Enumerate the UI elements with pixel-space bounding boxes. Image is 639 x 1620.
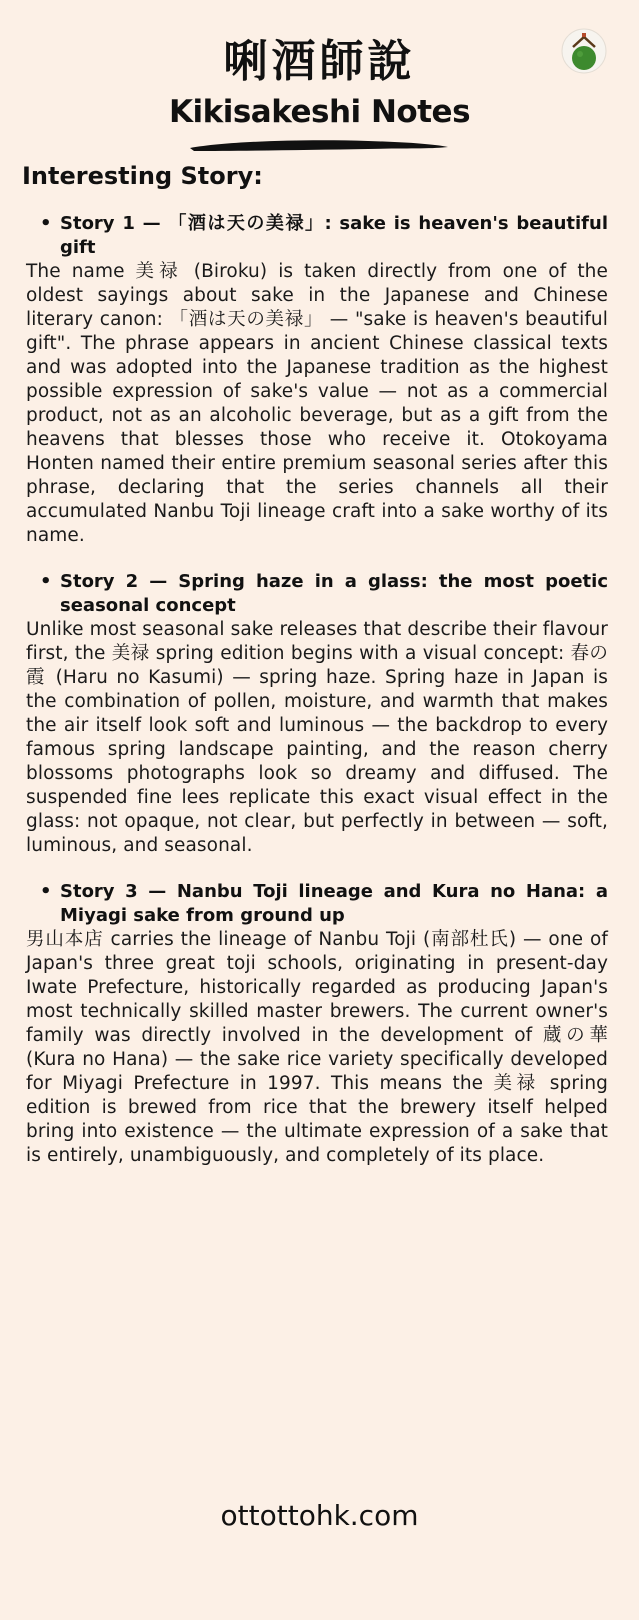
brush-stroke-underline	[188, 136, 450, 156]
story-item	[26, 212, 608, 548]
story-title	[26, 880, 608, 928]
bullet-icon: •	[40, 881, 52, 902]
bullet-icon: •	[40, 213, 52, 234]
brand-logo	[561, 26, 607, 76]
story-body: Unlike most seasonal sake releases that describe their flavour first, the 美禄 spring edition begins with a visual concept: 春の霞 (Haru no Kasumi) — spring haze. Spring haze in Japan is the combination of pollen, moisture, and warmth that makes the air itself look soft and luminous — the backdrop to every famous spring landscape painting, and the reason cherry blossoms photographs look so dreamy and diffused. The suspended fine lees replicate this exact visual effect in the glass: not opaque, not clear, but perfectly in between — soft, luminous, and seasonal.	[26, 619, 608, 856]
bullet-icon: •	[40, 571, 52, 592]
page-title-english: Kikisakeshi Notes	[168, 94, 471, 130]
story-title-text: Story 1 — 「酒は天の美禄」: sake is heaven's beautiful gift	[60, 213, 608, 258]
story-body: The name 美禄 (Biroku) is taken directly from one of the oldest sayings about sake in the Japanese and Chinese literary canon: 「酒は天の美禄」 — "sake is heaven's beautiful gift". The phrase appears in ancient Chinese classical texts and was adopted into the Japanese tradition as the highest possible expression of sake's value — not as a commercial product, not as an alcoholic beverage, but as a gift from the heavens that blesses those who receive it. Otokoyama Honten named their entire premium seasonal series after this phrase, declaring that the series channels all their accumulated Nanbu Toji lineage craft into a sake worthy of its name.	[26, 261, 608, 546]
footer-website: ottottohk.com	[220, 1499, 419, 1532]
story-title-text: Story 2 — Spring haze in a glass: the most poetic seasonal concept	[60, 571, 608, 616]
story-list	[26, 212, 608, 1190]
section-heading: Interesting Story:	[22, 162, 263, 190]
story-body: 男山本店 carries the lineage of Nanbu Toji (南部杜氏) — one of Japan's three great toji schools, originating in present-day Iwate Prefecture, historically regarded as producing Japan's most technically skilled master brewers. The current owner's family was directly involved in the development of 蔵の華 (Kura no Hana) — the sake rice variety specifically developed for Miyagi Prefecture in 1997. This means the 美禄 spring edition is brewed from rice that the brewery itself helped bring into existence — the ultimate expression of a sake that is entirely, unambiguously, and completely of its place.	[26, 929, 608, 1166]
story-title-text: Story 3 — Nanbu Toji lineage and Kura no Hana: a Miyagi sake from ground up	[60, 881, 608, 926]
story-item	[26, 880, 608, 1168]
page-header	[0, 30, 639, 132]
story-title	[26, 570, 608, 618]
sake-bottle-logo-icon	[561, 26, 607, 76]
page-title-japanese: 唎酒師說	[223, 36, 416, 87]
story-item	[26, 570, 608, 858]
story-title	[26, 212, 608, 260]
